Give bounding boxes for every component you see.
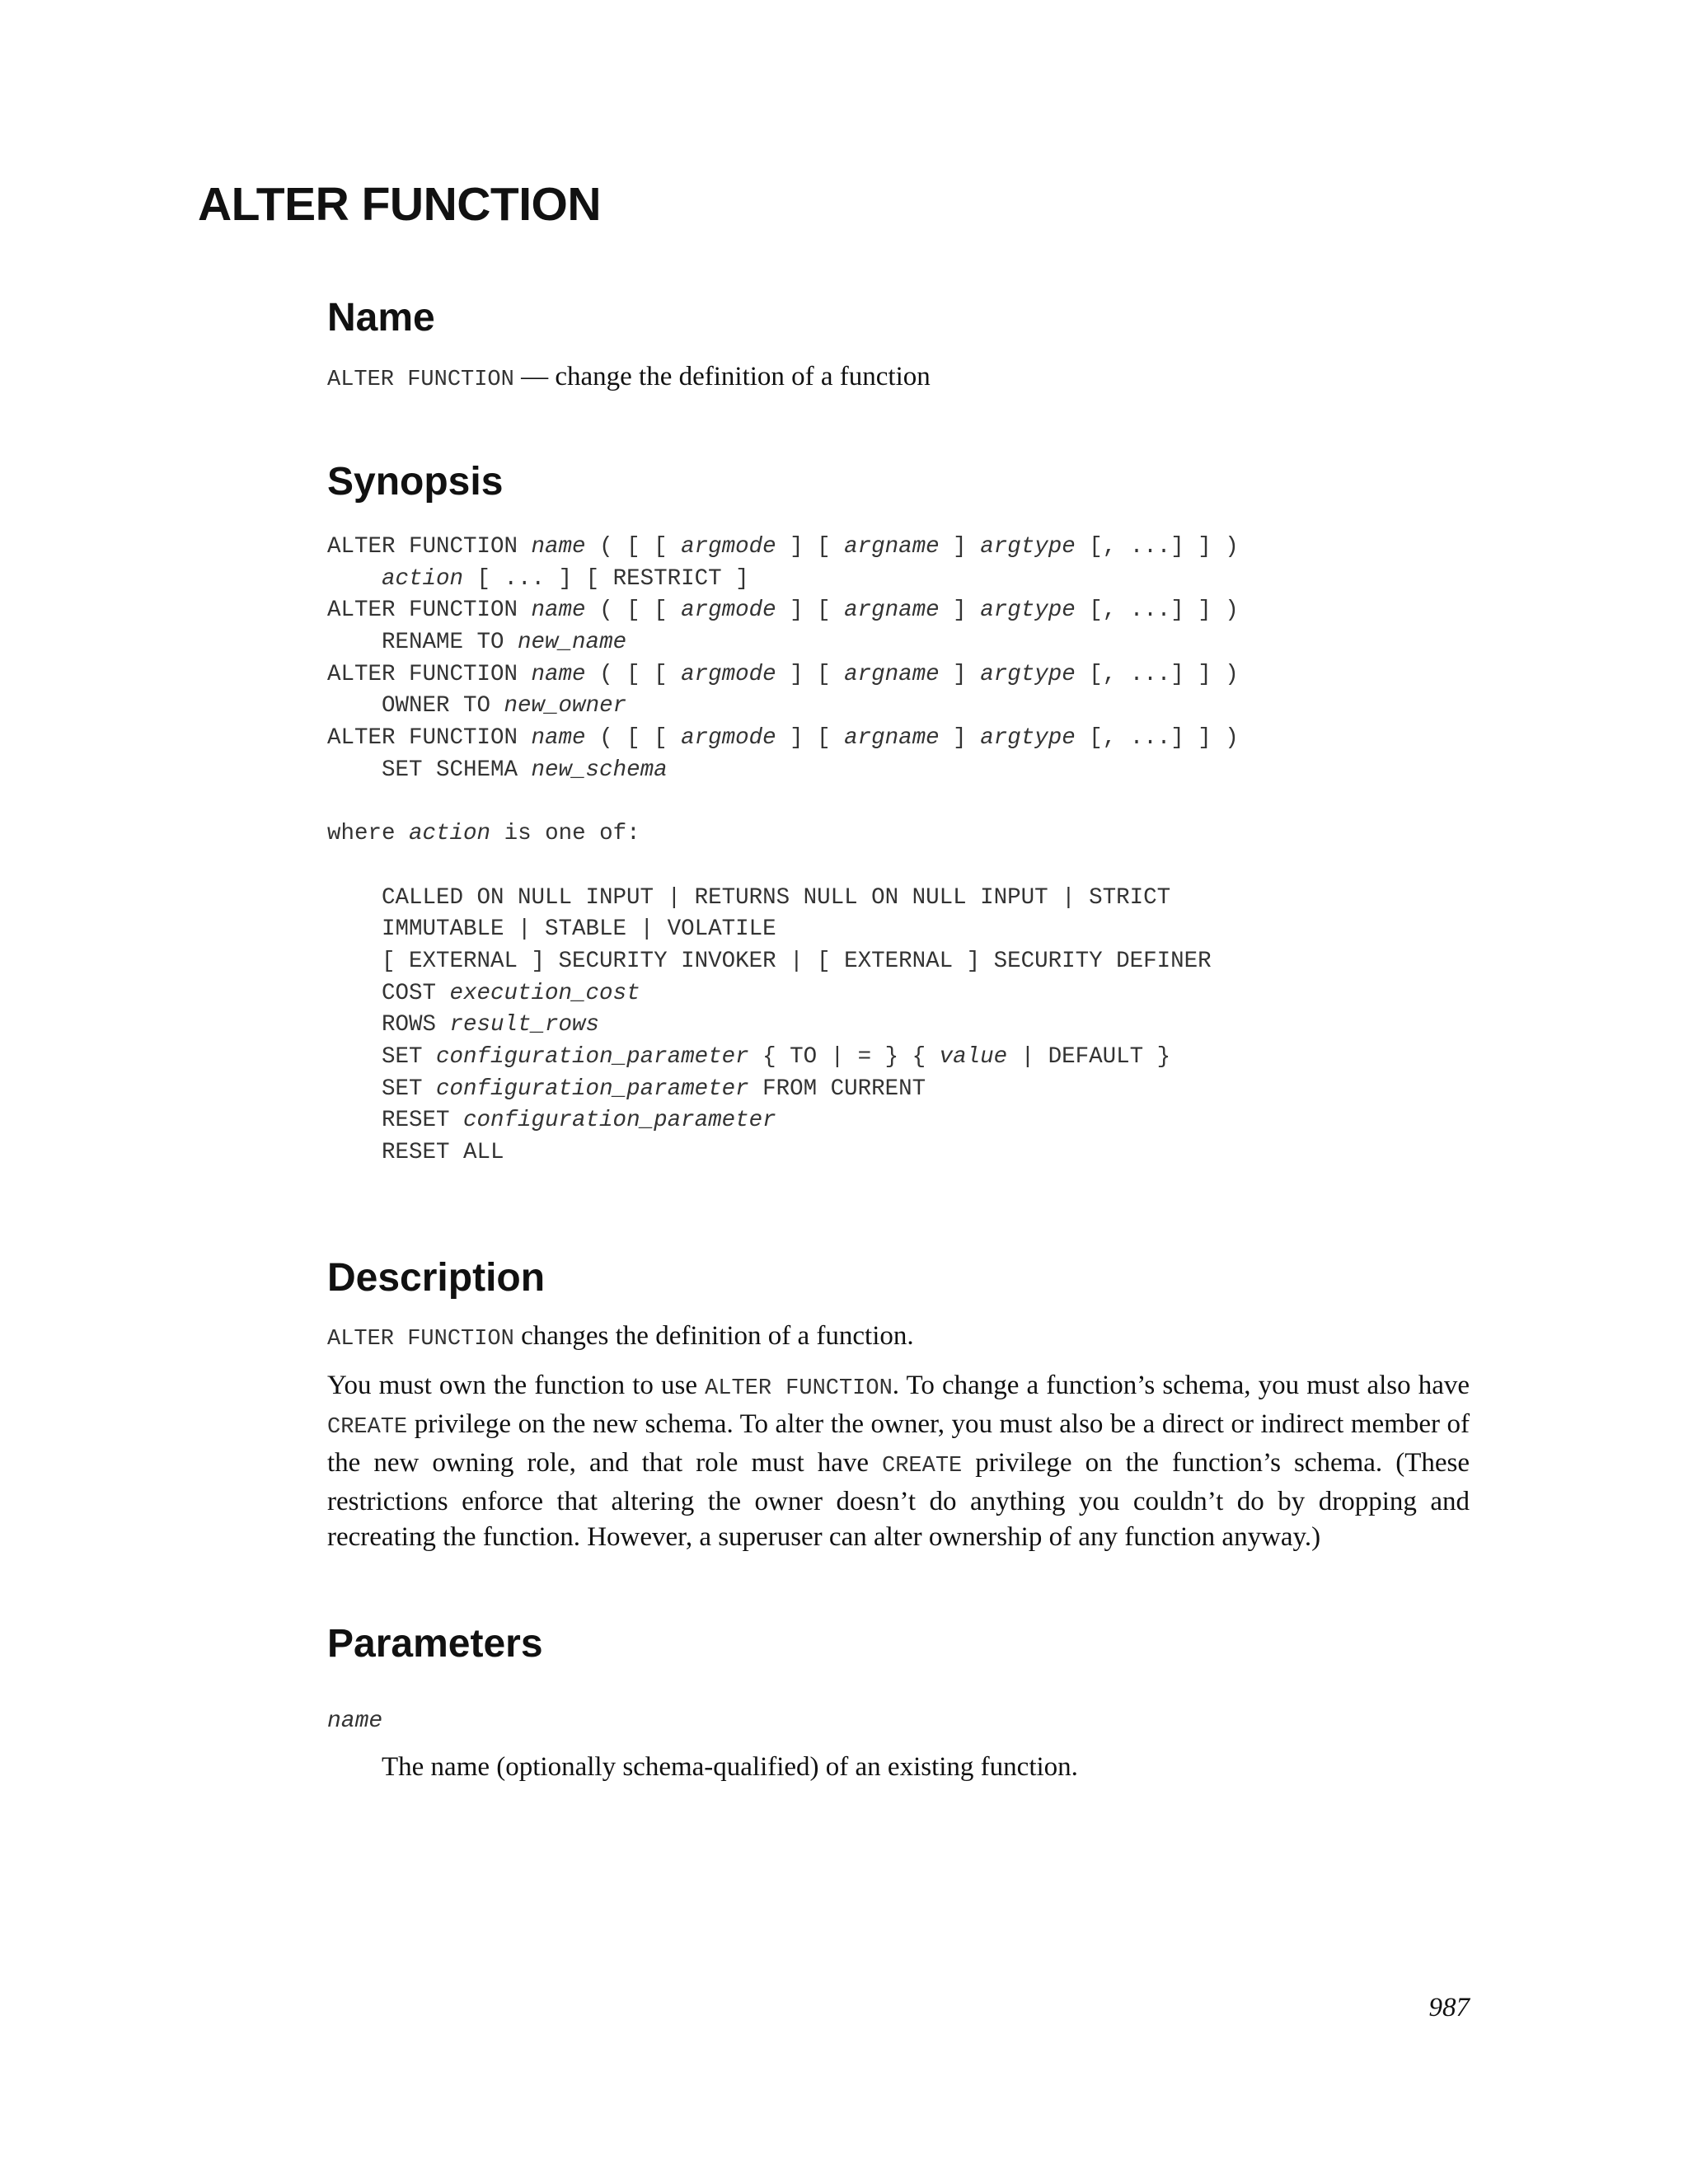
page-number: 987: [1428, 1993, 1470, 2022]
synopsis-text: { TO | = } {: [748, 1044, 940, 1070]
synopsis-line: [327, 723, 1239, 755]
synopsis-text: ]: [939, 661, 981, 687]
synopsis-text: SET SCHEMA: [327, 757, 532, 783]
synopsis-text: is one of:: [490, 821, 640, 847]
synopsis-heading: Synopsis: [327, 460, 504, 504]
synopsis-text: [, ...] ] ): [1075, 598, 1239, 624]
synopsis-placeholder: name: [531, 725, 586, 752]
description-p2-text-4: privilege on the function’s schema. (These restrictions enforce that altering the owner doesn’t do anything you couldn’t do by dropping and recreating the function. However, a superuser can alter ownership of any function anyway.): [327, 1448, 1470, 1552]
synopsis-line: [327, 946, 1239, 978]
synopsis-text: ( [ [: [585, 661, 682, 687]
synopsis-placeholder: result_rows: [449, 1012, 600, 1038]
synopsis-text: [, ...] ] ): [1075, 725, 1239, 752]
synopsis-placeholder: new_owner: [504, 693, 627, 719]
synopsis-line: [327, 978, 1239, 1010]
description-heading: Description: [327, 1256, 546, 1300]
synopsis-placeholder: argtype: [980, 725, 1076, 752]
synopsis-text: ] [: [776, 661, 845, 687]
synopsis-text: [, ...] ] ): [1075, 661, 1239, 687]
synopsis-placeholder: argmode: [681, 598, 776, 624]
description-p2-code-1: ALTER FUNCTION: [705, 1376, 893, 1401]
name-command: ALTER FUNCTION: [327, 368, 514, 392]
synopsis-text: | DEFAULT }: [1007, 1044, 1171, 1070]
description-p2-code-2: CREATE: [327, 1415, 408, 1440]
synopsis-text: ( [ [: [585, 534, 682, 560]
description-paragraph-1: [327, 1319, 1470, 1357]
synopsis-text: IMMUTABLE | STABLE | VOLATILE: [327, 916, 776, 943]
synopsis-placeholder: argname: [844, 534, 940, 560]
synopsis-text: ]: [939, 598, 981, 624]
synopsis-placeholder: argmode: [681, 725, 776, 752]
synopsis-text: [ EXTERNAL ] SECURITY INVOKER | [ EXTERNAL ] SECURITY DEFINER: [327, 948, 1212, 974]
synopsis-text: ROWS: [327, 1012, 450, 1038]
synopsis-text: CALLED ON NULL INPUT | RETURNS NULL ON NULL INPUT | STRICT: [327, 884, 1171, 911]
synopsis-placeholder: argtype: [980, 598, 1076, 624]
synopsis-text: ] [: [776, 534, 845, 560]
synopsis-text: [327, 566, 382, 592]
synopsis-placeholder: configuration_parameter: [436, 1076, 749, 1102]
synopsis-placeholder: action: [382, 565, 464, 592]
synopsis-line: [327, 851, 1239, 883]
synopsis-text: SET: [327, 1044, 437, 1070]
parameters-heading: Parameters: [327, 1622, 543, 1666]
description-text: changes the definition of a function.: [513, 1321, 914, 1351]
synopsis-placeholder: configuration_parameter: [436, 1044, 749, 1070]
synopsis-placeholder: argname: [844, 598, 940, 624]
synopsis-line: [327, 1010, 1239, 1042]
synopsis-text: [, ...] ] ): [1075, 534, 1239, 560]
description-code: ALTER FUNCTION: [327, 1327, 514, 1352]
synopsis-text: ALTER FUNCTION: [327, 534, 532, 560]
synopsis-text: ALTER FUNCTION: [327, 661, 532, 687]
synopsis-text: ( [ [: [585, 725, 682, 752]
parameter-term-name: name: [327, 1708, 383, 1734]
synopsis-placeholder: argtype: [980, 661, 1076, 687]
synopsis-placeholder: name: [531, 598, 586, 624]
synopsis-line: [327, 818, 1239, 851]
synopsis-placeholder: configuration_parameter: [463, 1108, 776, 1134]
synopsis-placeholder: argname: [844, 661, 940, 687]
synopsis-placeholder: argmode: [681, 661, 776, 687]
synopsis-text: ALTER FUNCTION: [327, 598, 532, 624]
synopsis-placeholder: name: [531, 534, 586, 560]
parameter-definition-name: The name (optionally schema-qualified) of an existing function.: [382, 1752, 1078, 1782]
name-summary: [327, 359, 1470, 398]
synopsis-line: [327, 787, 1239, 819]
synopsis-line: [327, 627, 1239, 659]
description-p2-code-3: CREATE: [882, 1454, 963, 1479]
synopsis-line: [327, 659, 1239, 691]
synopsis-code-block: [327, 532, 1239, 1169]
synopsis-text: RENAME TO: [327, 630, 518, 656]
synopsis-text: COST: [327, 980, 450, 1006]
description-p2-text-3: privilege on the new schema. To alter the owner, you must also be a direct or indirect member of the new owning role, and that role must have: [327, 1409, 1470, 1478]
synopsis-text: ] [: [776, 598, 845, 624]
synopsis-line: [327, 691, 1239, 723]
synopsis-text: ]: [939, 534, 981, 560]
page-title: ALTER FUNCTION: [198, 178, 602, 231]
synopsis-text: ( [ [: [585, 598, 682, 624]
synopsis-text: OWNER TO: [327, 693, 504, 719]
synopsis-text: [ ... ] [ RESTRICT ]: [463, 565, 749, 592]
synopsis-line: [327, 883, 1239, 915]
name-summary-text: — change the definition of a function: [521, 362, 931, 391]
synopsis-text: FROM CURRENT: [748, 1076, 926, 1102]
synopsis-placeholder: argmode: [681, 534, 776, 560]
synopsis-line: [327, 532, 1239, 564]
synopsis-placeholder: execution_cost: [449, 980, 640, 1006]
name-heading: Name: [327, 296, 435, 340]
synopsis-text: where: [327, 821, 410, 847]
synopsis-line: [327, 1042, 1239, 1074]
synopsis-line: [327, 595, 1239, 627]
description-paragraph-2: [327, 1368, 1470, 1555]
synopsis-placeholder: new_name: [518, 630, 627, 656]
synopsis-line: [327, 1074, 1239, 1106]
synopsis-line: [327, 1137, 1239, 1169]
synopsis-text: ALTER FUNCTION: [327, 725, 532, 752]
synopsis-text: RESET ALL: [327, 1140, 504, 1166]
synopsis-text: RESET: [327, 1108, 464, 1134]
description-p2-text-2: . To change a function’s schema, you must also have: [892, 1371, 1470, 1400]
synopsis-placeholder: value: [939, 1044, 1008, 1070]
synopsis-line: [327, 564, 1239, 596]
synopsis-line: [327, 914, 1239, 946]
synopsis-text: ]: [939, 725, 981, 752]
synopsis-line: [327, 755, 1239, 787]
synopsis-placeholder: action: [409, 821, 491, 847]
synopsis-text: ] [: [776, 725, 845, 752]
synopsis-placeholder: argname: [844, 725, 940, 752]
synopsis-placeholder: new_schema: [531, 757, 668, 783]
synopsis-placeholder: name: [531, 661, 586, 687]
synopsis-line: [327, 1105, 1239, 1137]
synopsis-text: SET: [327, 1076, 437, 1102]
description-p2-text-1: You must own the function to use: [327, 1371, 706, 1400]
synopsis-placeholder: argtype: [980, 534, 1076, 560]
